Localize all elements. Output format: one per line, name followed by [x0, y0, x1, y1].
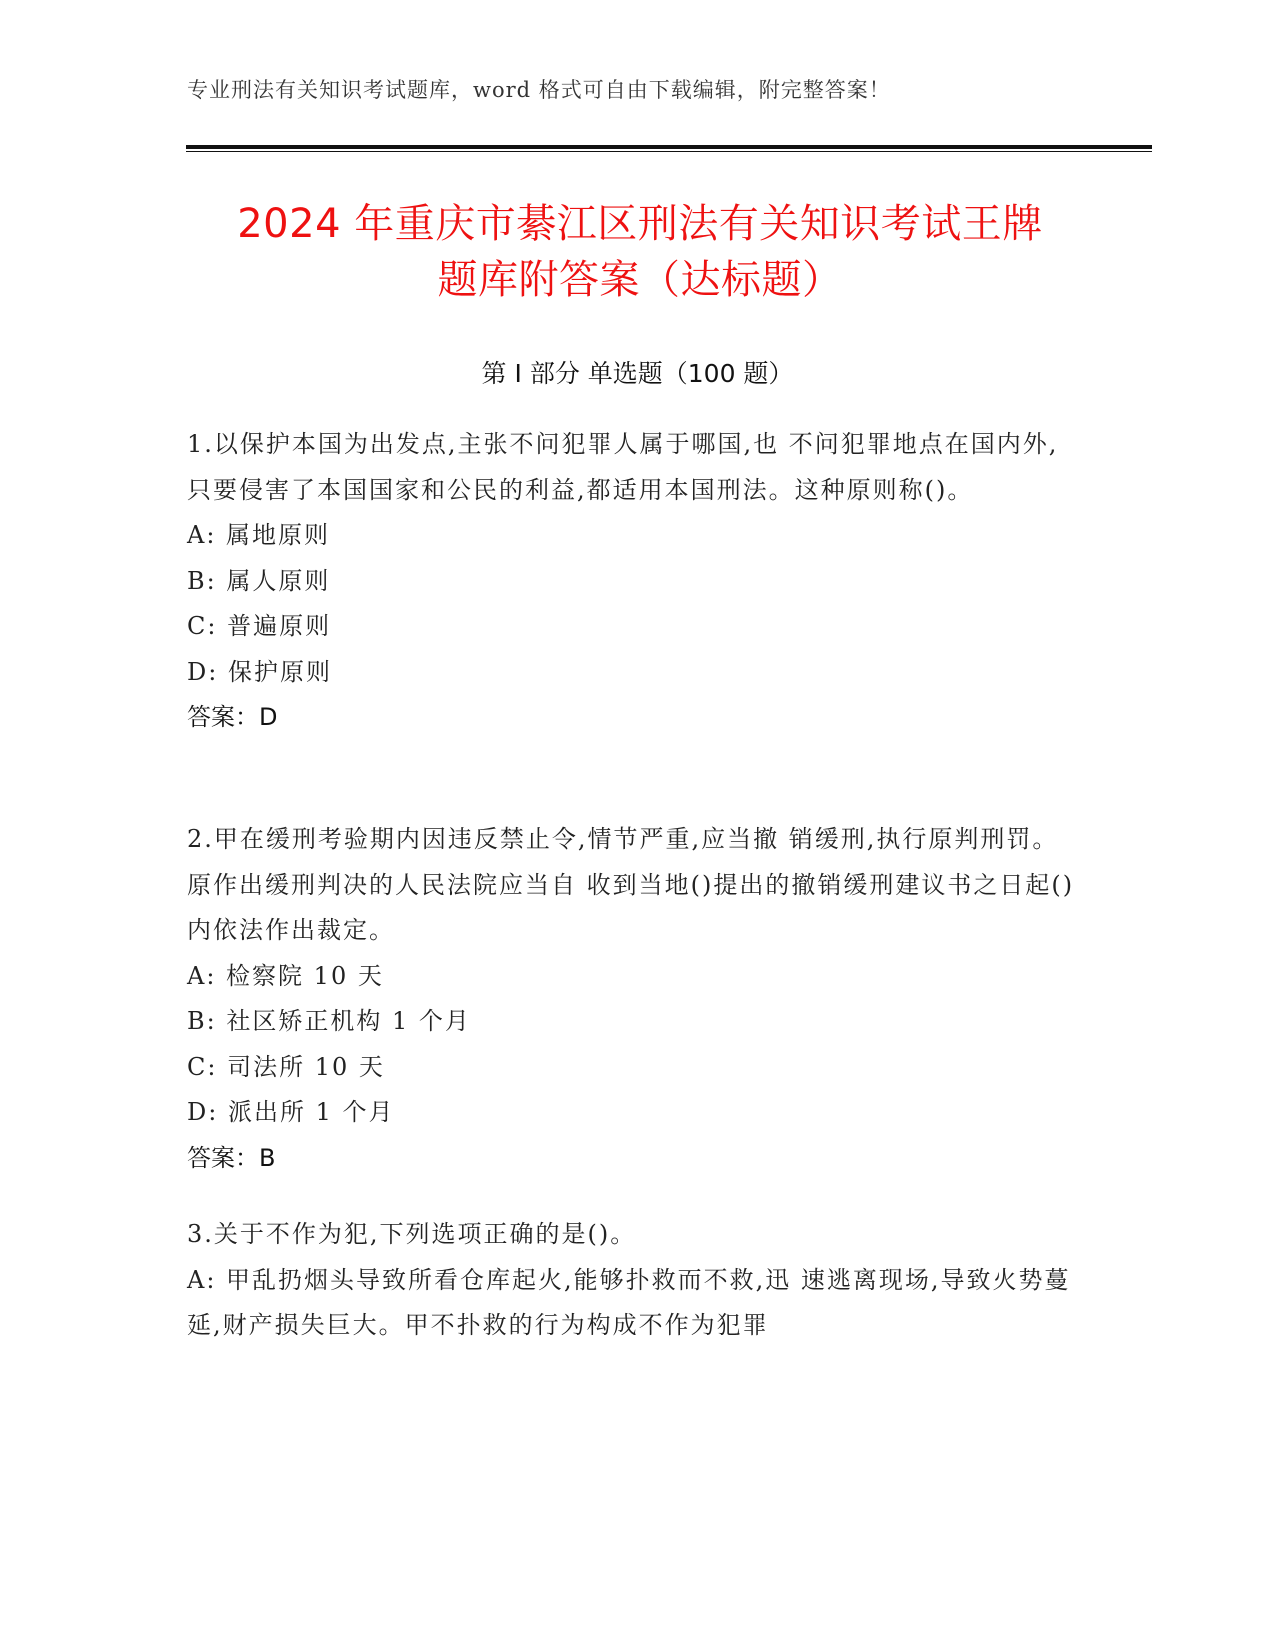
- option-a: A: 甲乱扔烟头导致所看仓库起火,能够扑救而不救,迅 速逃离现场,导致火势蔓延,财产损失巨大。甲不扑救的行为构成不作为犯罪: [187, 1265, 1071, 1339]
- option-b: B: 社区矫正机构 1 个月: [187, 1007, 471, 1035]
- option-b: B: 属人原则: [187, 566, 331, 595]
- option-a: A: 检察院 10 天: [187, 961, 384, 990]
- header-note: 专业刑法有关知识考试题库，word 格式可自由下载编辑，附完整答案！: [187, 78, 891, 102]
- option-a: A: 属地原则: [187, 521, 331, 549]
- question-3: [187, 1212, 1077, 1349]
- option-d: D: 保护原则: [187, 657, 332, 686]
- section-title: 第 I 部分 单选题（100 题）: [481, 359, 794, 388]
- option-c: C: 司法所 10 天: [187, 1052, 385, 1081]
- document-title-line-1: 2024 年重庆市綦江区刑法有关知识考试王牌: [237, 201, 1043, 247]
- answer: 答案：B: [187, 1143, 276, 1172]
- document-title: [180, 196, 1100, 308]
- option-c: C: 普遍原则: [187, 612, 332, 640]
- question-1: [187, 422, 1077, 741]
- question-2: [187, 817, 1077, 1181]
- option-d: D: 派出所 1 个月: [187, 1098, 395, 1126]
- question-stem: 3.关于不作为犯,下列选项正确的是()。: [187, 1220, 637, 1248]
- header-rule: [186, 145, 1152, 149]
- question-stem: 1.以保护本国为出发点,主张不问犯罪人属于哪国,也 不问犯罪地点在国内外,只要侵害了本国国家和公民的利益,都适用本国刑法。这种原则称()。: [187, 430, 1059, 504]
- answer: 答案：D: [187, 703, 278, 731]
- document-title-line-2: 题库附答案（达标题）: [437, 257, 843, 303]
- question-stem: 2.甲在缓刑考验期内因违反禁止令,情节严重,应当撤 销缓刑,执行原判刑罚。原作出缓刑判决的人民法院应当自 收到当地()提出的撤销缓刑建议书之日起()内依法作出裁定。: [187, 825, 1075, 944]
- header-rule-thin: [186, 151, 1152, 152]
